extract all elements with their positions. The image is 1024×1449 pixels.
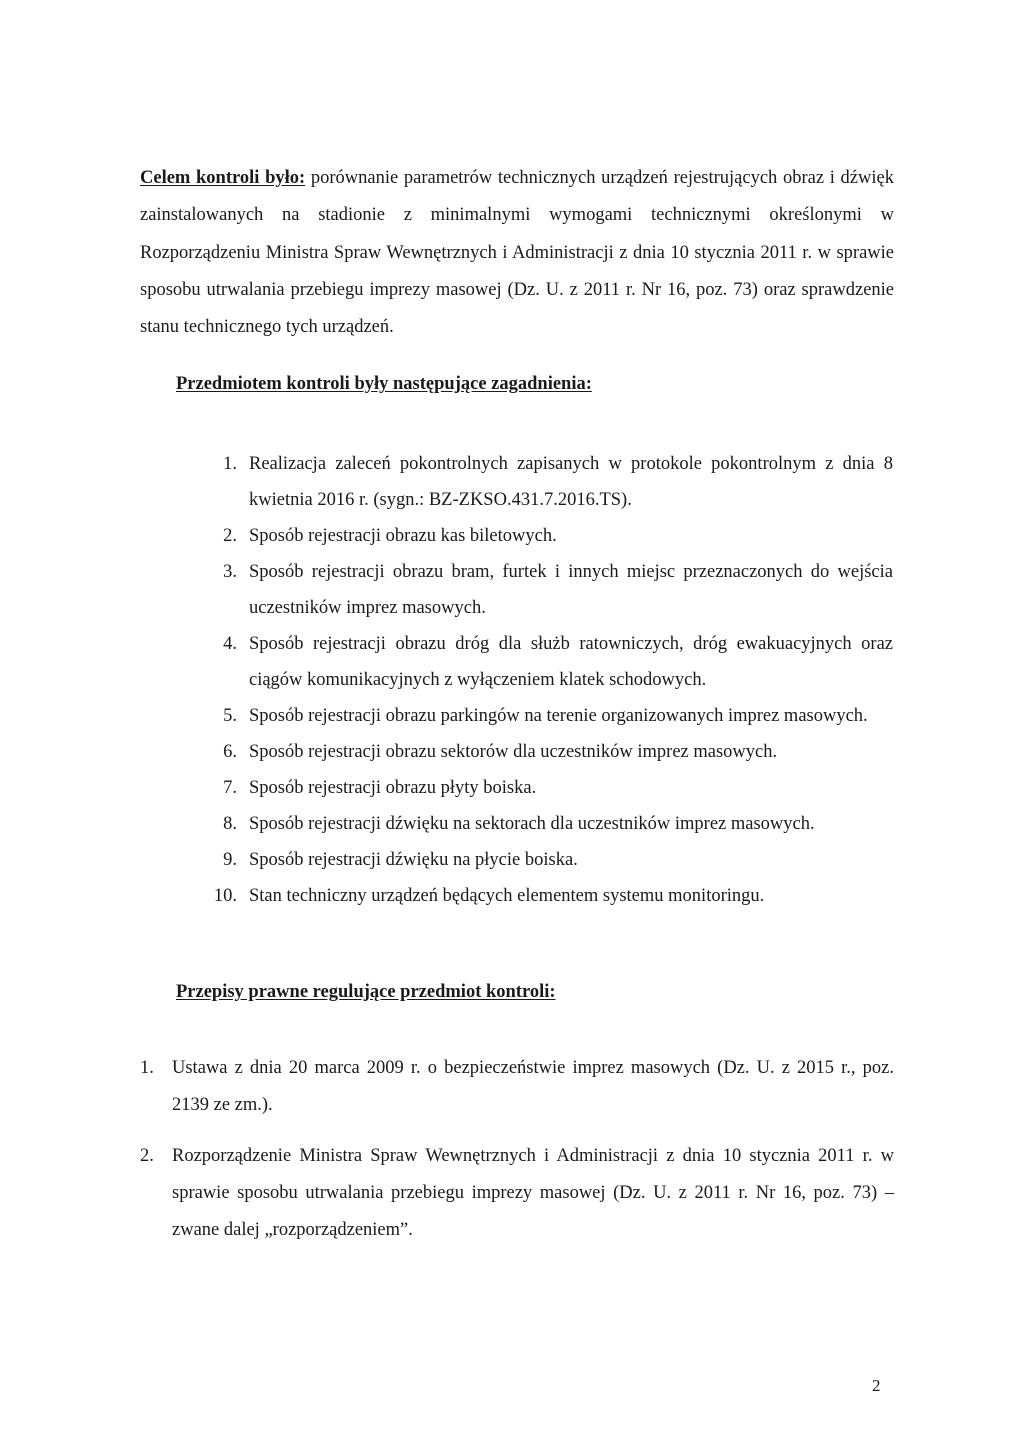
item-text: Sposób rejestracji obrazu sektorów dla uczestników imprez masowych.	[249, 742, 778, 762]
list-item	[213, 554, 893, 626]
item-text: Sposób rejestracji obrazu bram, furtek i innych miejsc przeznaczonych do wejścia uczestników imprez masowych.	[249, 562, 893, 618]
page-number: 2	[872, 1376, 881, 1395]
list-item	[213, 626, 893, 698]
item-number: 9.	[223, 850, 237, 870]
list-item	[213, 446, 893, 518]
list-item	[213, 842, 893, 878]
list-item	[140, 1050, 894, 1124]
item-number: 7.	[223, 778, 237, 798]
list-item	[140, 1138, 894, 1249]
item-number: 3.	[223, 562, 237, 582]
item-text: Rozporządzenie Ministra Spraw Wewnętrznych i Administracji z dnia 10 stycznia 2011 r. w sprawie sposobu utrwalania przebiegu imprezy masowej (Dz. U. z 2011 r. Nr 16, poz. 73) – zwane dalej „rozporządzeniem”.	[172, 1146, 894, 1240]
item-text: Stan techniczny urządzeń będących elementem systemu monitoringu.	[249, 886, 765, 906]
item-text: Sposób rejestracji dźwięku na płycie boiska.	[249, 850, 578, 870]
regulations-heading: Przepisy prawne regulujące przedmiot kontroli:	[176, 982, 556, 1002]
regulations-list-item-1	[140, 1050, 894, 1124]
item-number: 2.	[223, 526, 237, 546]
list-item	[213, 878, 893, 914]
item-text: Sposób rejestracji obrazu parkingów na terenie organizowanych imprez masowych.	[249, 706, 868, 726]
regulations-list-item-2	[140, 1138, 894, 1249]
intro-heading: Celem kontroli było:	[140, 168, 306, 188]
item-number: 10.	[213, 886, 237, 906]
subjects-heading: Przedmiotem kontroli były następujące zagadnienia:	[176, 374, 592, 394]
list-item	[213, 734, 893, 770]
list-item	[213, 518, 893, 554]
item-number: 8.	[223, 814, 237, 834]
item-text: Sposób rejestracji obrazu płyty boiska.	[249, 778, 537, 798]
item-number: 1.	[223, 454, 237, 474]
list-item	[213, 770, 893, 806]
list-item	[213, 698, 893, 734]
subjects-list	[213, 446, 893, 914]
list-item	[213, 806, 893, 842]
intro-paragraph	[140, 160, 894, 346]
item-number: 4.	[223, 634, 237, 654]
item-text: Ustawa z dnia 20 marca 2009 r. o bezpieczeństwie imprez masowych (Dz. U. z 2015 r., poz. 2139 ze zm.).	[172, 1058, 894, 1115]
item-text: Sposób rejestracji obrazu kas biletowych.	[249, 526, 557, 546]
item-number: 2.	[140, 1146, 154, 1166]
item-number: 6.	[223, 742, 237, 762]
intro-text: porównanie parametrów technicznych urządzeń rejestrujących obraz i dźwięk zainstalowanych na stadionie z minimalnymi wymogami technicznymi określonymi w Rozporządzeniu Ministra Spraw Wewnętrznych i Administracji z dnia 10 stycznia 2011 r. w sprawie sposobu utrwalania przebiegu imprezy masowej (Dz. U. z 2011 r. Nr 16, poz. 73) oraz sprawdzenie stanu technicznego tych urządzeń.	[140, 168, 894, 338]
item-number: 5.	[223, 706, 237, 726]
item-text: Sposób rejestracji dźwięku na sektorach dla uczestników imprez masowych.	[249, 814, 815, 834]
item-text: Realizacja zaleceń pokontrolnych zapisanych w protokole pokontrolnym z dnia 8 kwietnia 2016 r. (sygn.: BZ-ZKSO.431.7.2016.TS).	[249, 454, 893, 510]
item-number: 1.	[140, 1058, 154, 1078]
item-text: Sposób rejestracji obrazu dróg dla służb ratowniczych, dróg ewakuacyjnych oraz ciągów komunikacyjnych z wyłączeniem klatek schodowych.	[249, 634, 893, 690]
